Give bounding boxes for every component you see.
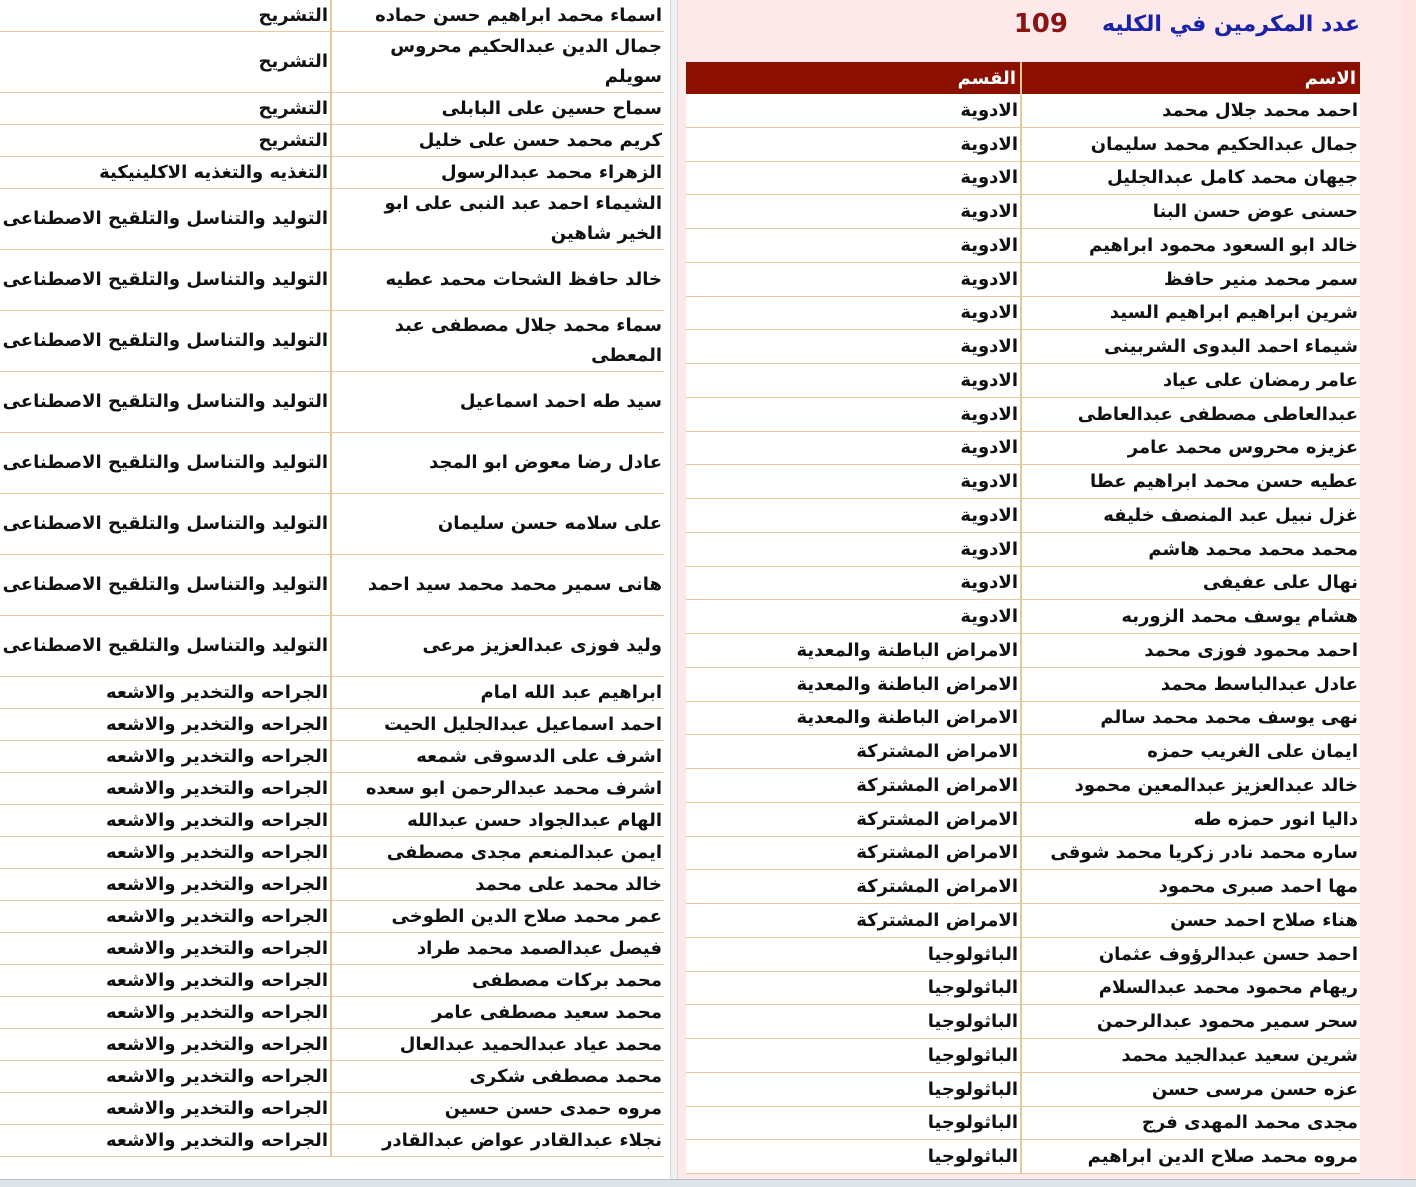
table-row <box>0 1029 664 1061</box>
table-row <box>0 1093 664 1125</box>
cell-name[interactable]: غزل نبيل عبد المنصف خليفه <box>1021 499 1360 533</box>
cell-department[interactable]: الادوية <box>686 566 1021 600</box>
cell-department[interactable]: الادوية <box>686 465 1021 499</box>
table-header-row <box>686 62 1360 94</box>
table-row <box>686 904 1360 938</box>
column-header-department[interactable]: القسم <box>686 62 1021 94</box>
cell-name[interactable]: خالد محمد على محمد <box>331 869 664 901</box>
table-row <box>686 769 1360 803</box>
cell-name[interactable]: حسنى عوض حسن البنا <box>1021 195 1360 229</box>
cell-name[interactable]: ريهام محمود محمد عبدالسلام <box>1021 971 1360 1005</box>
right-spreadsheet-pane <box>678 0 1416 1187</box>
table-row <box>686 364 1360 398</box>
cell-department[interactable]: الجراحه والتخدير والاشعه <box>0 837 331 869</box>
table-row <box>0 157 664 189</box>
cell-department[interactable]: الجراحه والتخدير والاشعه <box>0 1125 331 1157</box>
table-row <box>686 465 1360 499</box>
table-row <box>0 433 664 494</box>
table-row <box>686 870 1360 904</box>
table-row <box>686 397 1360 431</box>
cell-name[interactable]: احمد حسن عبدالرؤوف عثمان <box>1021 937 1360 971</box>
cell-department[interactable]: الجراحه والتخدير والاشعه <box>0 805 331 837</box>
cell-department[interactable]: التشريح <box>0 0 331 32</box>
right-pane-edge <box>1402 0 1416 1187</box>
cell-name[interactable]: الزهراء محمد عبدالرسول <box>331 157 664 189</box>
cell-department[interactable]: التوليد والتناسل والتلقيح الاصطناعى <box>0 250 331 311</box>
cell-department[interactable]: الجراحه والتخدير والاشعه <box>0 741 331 773</box>
cell-department[interactable]: الادوية <box>686 161 1021 195</box>
table-row <box>0 805 664 837</box>
right-honorees-table <box>686 62 1360 1174</box>
cell-department[interactable]: الجراحه والتخدير والاشعه <box>0 1093 331 1125</box>
cell-department[interactable]: الادوية <box>686 532 1021 566</box>
cell-name[interactable]: هشام يوسف محمد الزوربه <box>1021 600 1360 634</box>
table-row <box>686 1140 1360 1174</box>
cell-name[interactable]: ايمان على الغريب حمزه <box>1021 735 1360 769</box>
cell-department[interactable]: الجراحه والتخدير والاشعه <box>0 709 331 741</box>
cell-department[interactable]: الجراحه والتخدير والاشعه <box>0 869 331 901</box>
cell-department[interactable]: الادوية <box>686 330 1021 364</box>
table-row <box>686 566 1360 600</box>
cell-name[interactable]: هانى سمير محمد محمد سيد احمد <box>331 555 664 616</box>
cell-department[interactable]: الادوية <box>686 600 1021 634</box>
count-value: 109 <box>1013 9 1068 39</box>
cell-department[interactable]: الادوية <box>686 431 1021 465</box>
window-bottom-strip <box>0 1179 1416 1187</box>
cell-department[interactable]: التوليد والتناسل والتلقيح الاصطناعى <box>0 616 331 677</box>
table-row <box>0 837 664 869</box>
cell-name[interactable]: احمد محمود فوزى محمد <box>1021 634 1360 668</box>
table-row <box>686 802 1360 836</box>
count-label: عدد المكرمين في الكليه <box>1102 11 1360 37</box>
cell-department[interactable]: الادوية <box>686 127 1021 161</box>
table-row <box>686 127 1360 161</box>
cell-department[interactable]: الجراحه والتخدير والاشعه <box>0 933 331 965</box>
cell-name[interactable]: سيد طه احمد اسماعيل <box>331 372 664 433</box>
cell-department[interactable]: التشريح <box>0 32 331 93</box>
cell-department[interactable]: الادوية <box>686 195 1021 229</box>
table-row <box>686 1072 1360 1106</box>
cell-name[interactable]: محمد عياد عبدالحميد عبدالعال <box>331 1029 664 1061</box>
left-honorees-table <box>0 0 664 1157</box>
cell-name[interactable]: اشرف على الدسوقى شمعه <box>331 741 664 773</box>
table-row <box>0 0 664 32</box>
cell-department[interactable]: الامراض المشتركة <box>686 870 1021 904</box>
table-row <box>0 189 664 250</box>
table-row <box>0 250 664 311</box>
cell-name[interactable]: الشيماء احمد عبد النبى على ابو الخير شاهين <box>331 189 664 250</box>
table-row <box>686 532 1360 566</box>
cell-name[interactable]: ابراهيم عبد الله امام <box>331 677 664 709</box>
cell-department[interactable]: الامراض المشتركة <box>686 769 1021 803</box>
table-row <box>686 600 1360 634</box>
cell-name[interactable]: محمد سعيد مصطفى عامر <box>331 997 664 1029</box>
cell-name[interactable]: اسماء محمد ابراهيم حسن حماده <box>331 0 664 32</box>
cell-department[interactable]: الجراحه والتخدير والاشعه <box>0 997 331 1029</box>
cell-name[interactable]: مها احمد صبرى محمود <box>1021 870 1360 904</box>
cell-department[interactable]: التوليد والتناسل والتلقيح الاصطناعى <box>0 494 331 555</box>
table-row <box>0 1061 664 1093</box>
cell-name[interactable]: مجدى محمد المهدى فرج <box>1021 1106 1360 1140</box>
table-row <box>0 494 664 555</box>
cell-name[interactable]: شيماء احمد البدوى الشربينى <box>1021 330 1360 364</box>
table-row <box>686 296 1360 330</box>
table-row <box>0 965 664 997</box>
cell-name[interactable]: محمد محمد محمد هاشم <box>1021 532 1360 566</box>
cell-name[interactable]: عامر رمضان على عياد <box>1021 364 1360 398</box>
cell-name[interactable]: خالد ابو السعود محمود ابراهيم <box>1021 229 1360 263</box>
cell-name[interactable]: جمال الدين عبدالحكيم محروس سويلم <box>331 32 664 93</box>
cell-department[interactable]: الباثولوجيا <box>686 1005 1021 1039</box>
table-row <box>686 836 1360 870</box>
table-row <box>686 431 1360 465</box>
cell-name[interactable]: محمد مصطفى شكرى <box>331 1061 664 1093</box>
table-row <box>0 32 664 93</box>
table-row <box>0 901 664 933</box>
cell-department[interactable]: الامراض المشتركة <box>686 904 1021 938</box>
cell-department[interactable]: التوليد والتناسل والتلقيح الاصطناعى <box>0 555 331 616</box>
cell-name[interactable]: عبدالعاطى مصطفى عبدالعاطى <box>1021 397 1360 431</box>
cell-name[interactable]: عطيه حسن محمد ابراهيم عطا <box>1021 465 1360 499</box>
cell-name[interactable]: هناء صلاح احمد حسن <box>1021 904 1360 938</box>
cell-department[interactable]: الامراض المشتركة <box>686 836 1021 870</box>
cell-name[interactable]: احمد اسماعيل عبدالجليل الحيت <box>331 709 664 741</box>
cell-department[interactable]: الجراحه والتخدير والاشعه <box>0 1029 331 1061</box>
cell-department[interactable]: الامراض الباطنة والمعدية <box>686 634 1021 668</box>
cell-department[interactable]: التوليد والتناسل والتلقيح الاصطناعى <box>0 433 331 494</box>
table-row <box>686 971 1360 1005</box>
left-spreadsheet-pane <box>0 0 670 1187</box>
cell-name[interactable]: اشرف محمد عبدالرحمن ابو سعده <box>331 773 664 805</box>
cell-department[interactable]: الباثولوجيا <box>686 1039 1021 1073</box>
table-row <box>686 229 1360 263</box>
table-row <box>0 125 664 157</box>
cell-department[interactable]: الباثولوجيا <box>686 1140 1021 1174</box>
cell-name[interactable]: عادل عبدالباسط محمد <box>1021 667 1360 701</box>
cell-department[interactable]: الادوية <box>686 499 1021 533</box>
cell-name[interactable]: نجلاء عبدالقادر عواض عبدالقادر <box>331 1125 664 1157</box>
cell-department[interactable]: الامراض الباطنة والمعدية <box>686 667 1021 701</box>
cell-department[interactable]: الباثولوجيا <box>686 1106 1021 1140</box>
cell-name[interactable]: سماء محمد جلال مصطفى عبد المعطى <box>331 311 664 372</box>
table-row <box>0 616 664 677</box>
table-row <box>686 1005 1360 1039</box>
table-row <box>686 1039 1360 1073</box>
cell-department[interactable]: الجراحه والتخدير والاشعه <box>0 965 331 997</box>
cell-name[interactable]: سمر محمد منير حافظ <box>1021 262 1360 296</box>
cell-department[interactable]: الادوية <box>686 94 1021 127</box>
cell-department[interactable]: التوليد والتناسل والتلقيح الاصطناعى <box>0 189 331 250</box>
table-row <box>686 937 1360 971</box>
table-row <box>0 869 664 901</box>
cell-department[interactable]: الجراحه والتخدير والاشعه <box>0 677 331 709</box>
table-row <box>686 735 1360 769</box>
cell-department[interactable]: التشريح <box>0 125 331 157</box>
table-row <box>686 94 1360 127</box>
table-row <box>686 1106 1360 1140</box>
cell-department[interactable]: الجراحه والتخدير والاشعه <box>0 1061 331 1093</box>
cell-name[interactable]: الهام عبدالجواد حسن عبدالله <box>331 805 664 837</box>
cell-department[interactable]: الجراحه والتخدير والاشعه <box>0 901 331 933</box>
table-row <box>0 773 664 805</box>
cell-name[interactable]: سحر سمير محمود عبدالرحمن <box>1021 1005 1360 1039</box>
pane-divider[interactable] <box>670 0 678 1187</box>
cell-department[interactable]: الامراض المشتركة <box>686 802 1021 836</box>
table-row <box>0 93 664 125</box>
cell-department[interactable]: الادوية <box>686 229 1021 263</box>
cell-department[interactable]: الادوية <box>686 364 1021 398</box>
cell-name[interactable]: ساره محمد نادر زكريا محمد شوقى <box>1021 836 1360 870</box>
cell-name[interactable]: محمد بركات مصطفى <box>331 965 664 997</box>
table-row <box>686 667 1360 701</box>
cell-name[interactable]: خالد عبدالعزيز عبدالمعين محمود <box>1021 769 1360 803</box>
cell-name[interactable]: شرين ابراهيم ابراهيم السيد <box>1021 296 1360 330</box>
honorees-count-header <box>1014 4 1360 44</box>
cell-department[interactable]: الادوية <box>686 296 1021 330</box>
cell-name[interactable]: عادل رضا معوض ابو المجد <box>331 433 664 494</box>
cell-name[interactable]: نهى يوسف محمد محمد سالم <box>1021 701 1360 735</box>
cell-name[interactable]: على سلامه حسن سليمان <box>331 494 664 555</box>
cell-department[interactable]: الامراض الباطنة والمعدية <box>686 701 1021 735</box>
cell-name[interactable]: عزيزه محروس محمد عامر <box>1021 431 1360 465</box>
table-row <box>0 741 664 773</box>
table-row <box>686 499 1360 533</box>
table-row <box>0 997 664 1029</box>
cell-name[interactable]: خالد حافظ الشحات محمد عطيه <box>331 250 664 311</box>
cell-name[interactable]: جيهان محمد كامل عبدالجليل <box>1021 161 1360 195</box>
cell-name[interactable]: ايمن عبدالمنعم مجدى مصطفى <box>331 837 664 869</box>
cell-department[interactable]: الباثولوجيا <box>686 937 1021 971</box>
cell-name[interactable]: نهال على عفيفى <box>1021 566 1360 600</box>
table-row <box>0 709 664 741</box>
cell-name[interactable]: مروه حمدى حسن حسين <box>331 1093 664 1125</box>
cell-department[interactable]: التوليد والتناسل والتلقيح الاصطناعى <box>0 311 331 372</box>
cell-name[interactable]: مروه محمد صلاح الدين ابراهيم <box>1021 1140 1360 1174</box>
table-row <box>686 262 1360 296</box>
cell-department[interactable]: الباثولوجيا <box>686 971 1021 1005</box>
cell-name[interactable]: فيصل عبدالصمد محمد طراد <box>331 933 664 965</box>
cell-name[interactable]: شرين سعيد عبدالجيد محمد <box>1021 1039 1360 1073</box>
table-row <box>0 677 664 709</box>
table-row <box>0 555 664 616</box>
cell-name[interactable]: عزه حسن مرسى حسن <box>1021 1072 1360 1106</box>
table-row <box>0 311 664 372</box>
cell-department[interactable]: التشريح <box>0 93 331 125</box>
table-row <box>686 161 1360 195</box>
cell-department[interactable]: الادوية <box>686 262 1021 296</box>
table-row <box>0 372 664 433</box>
cell-department[interactable]: الجراحه والتخدير والاشعه <box>0 773 331 805</box>
cell-department[interactable]: الادوية <box>686 397 1021 431</box>
cell-name[interactable]: وليد فوزى عبدالعزيز مرعى <box>331 616 664 677</box>
cell-name[interactable]: عمر محمد صلاح الدين الطوخى <box>331 901 664 933</box>
cell-name[interactable]: احمد محمد جلال محمد <box>1021 94 1360 127</box>
table-row <box>686 330 1360 364</box>
table-row <box>0 933 664 965</box>
column-header-name[interactable]: الاسم <box>1021 62 1360 94</box>
cell-name[interactable]: كريم محمد حسن على خليل <box>331 125 664 157</box>
table-row <box>0 1125 664 1157</box>
cell-department[interactable]: الباثولوجيا <box>686 1072 1021 1106</box>
table-row <box>686 634 1360 668</box>
table-row <box>686 701 1360 735</box>
cell-name[interactable]: داليا انور حمزه طه <box>1021 802 1360 836</box>
cell-department[interactable]: الامراض المشتركة <box>686 735 1021 769</box>
cell-department[interactable]: التغذيه والتغذيه الاكلينيكية <box>0 157 331 189</box>
cell-name[interactable]: سماح حسين على البابلى <box>331 93 664 125</box>
cell-name[interactable]: جمال عبدالحكيم محمد سليمان <box>1021 127 1360 161</box>
table-row <box>686 195 1360 229</box>
cell-department[interactable]: التوليد والتناسل والتلقيح الاصطناعى <box>0 372 331 433</box>
